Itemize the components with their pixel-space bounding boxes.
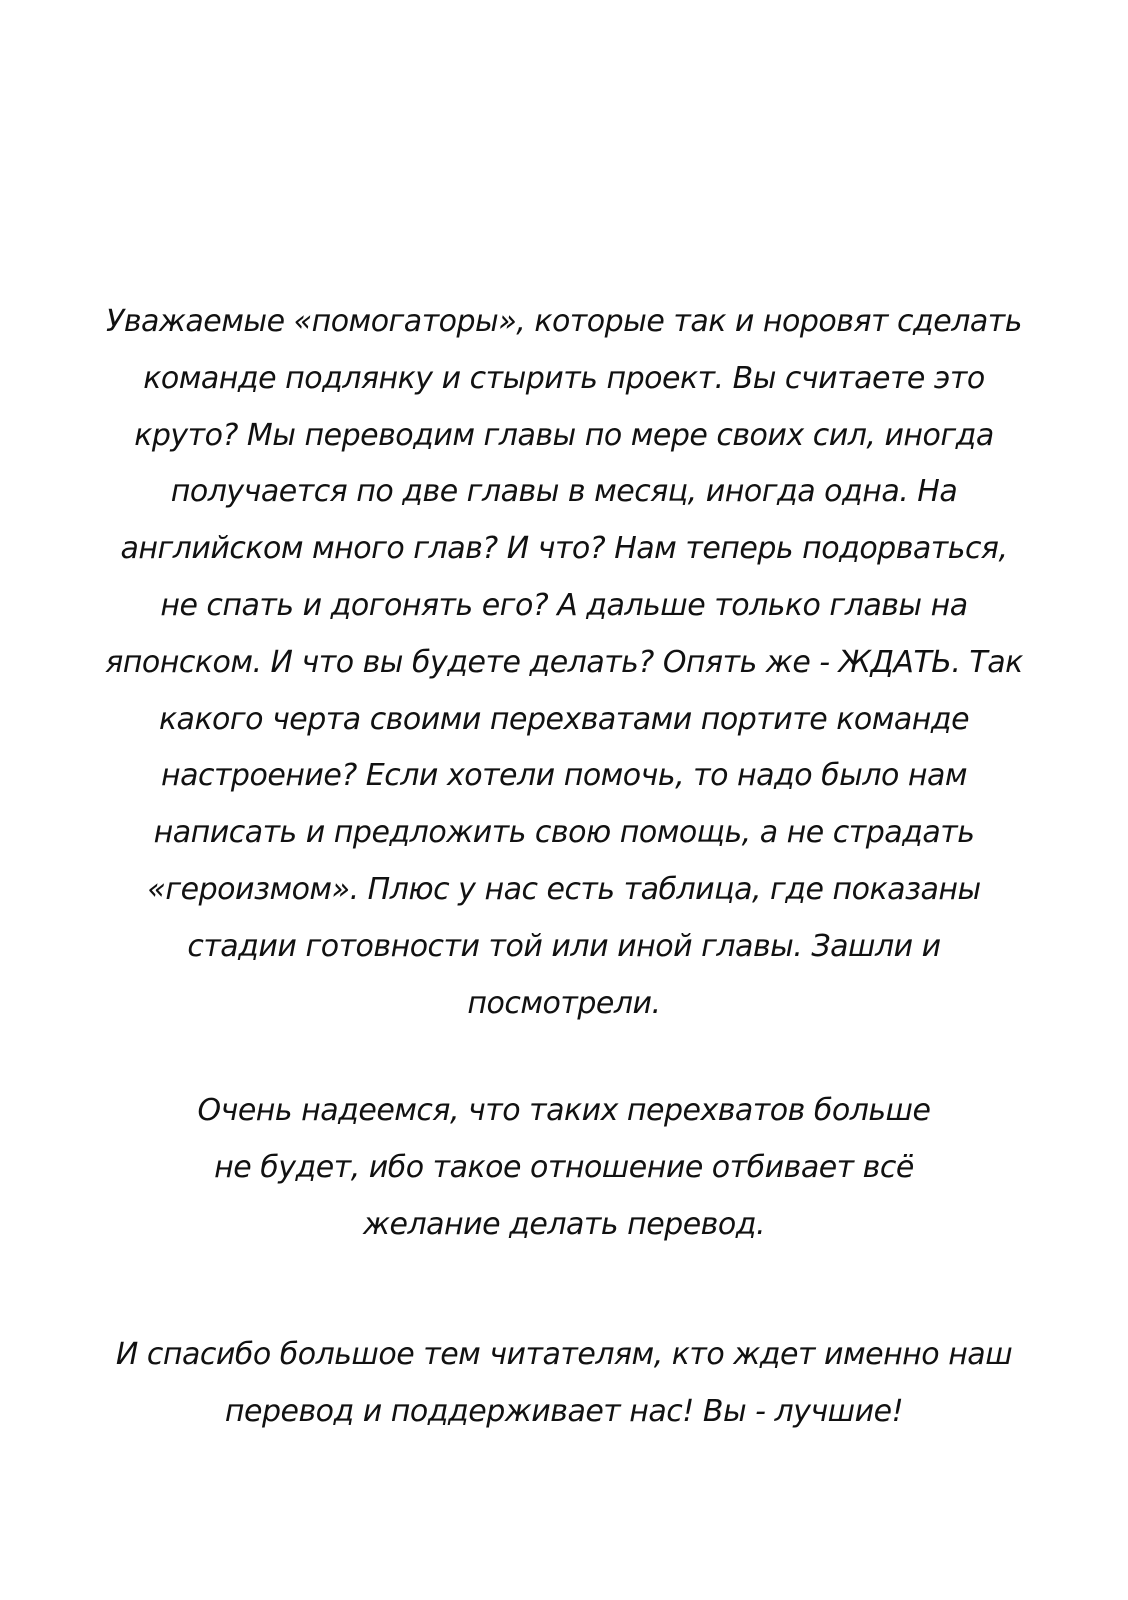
- text-line: какого черта своими перехватами портите команде: [158, 701, 970, 737]
- text-line: И спасибо большое тем читателям, кто ждет именно наш: [115, 1337, 1013, 1372]
- text-line: «героизмом». Плюс у нас есть таблица, где показаны: [147, 871, 981, 907]
- text-line: японском. И что вы будете делать? Опять же - ЖДАТЬ. Так: [105, 644, 1023, 680]
- text-line: настроение? Если хотели помочь, то надо было нам: [160, 758, 968, 794]
- text-line: Очень надеемся, что таких перехватов больше: [197, 1093, 931, 1128]
- text-line: стадии готовности той или иной главы. Зашли и: [187, 928, 941, 964]
- paragraph-hope: [60, 1083, 1068, 1253]
- text-line: не спать и догонять его? А дальше только главы на: [160, 587, 968, 623]
- text-line: получается по две главы в месяц, иногда одна. На: [170, 474, 958, 510]
- text-line: перевод и поддерживает нас! Вы - лучшие!: [224, 1393, 904, 1429]
- paragraph-appeal: [60, 294, 1068, 1032]
- text-line: желание делать перевод.: [363, 1206, 765, 1242]
- text-line: не будет, ибо такое отношение отбивает всё: [214, 1149, 914, 1185]
- text-line: английском много глав? И что? Нам теперь подорваться,: [120, 531, 1008, 567]
- text-line: команде подлянку и стырить проект. Вы считаете это: [143, 360, 985, 396]
- text-line: посмотрели.: [467, 985, 661, 1021]
- text-line: написать и предложить свою помощь, а не страдать: [153, 815, 975, 851]
- text-line: круто? Мы переводим главы по мере своих сил, иногда: [134, 417, 994, 453]
- text-line: Уважаемые «помогаторы», которые так и норовят сделать: [106, 304, 1022, 339]
- paragraph-thanks: [60, 1327, 1068, 1441]
